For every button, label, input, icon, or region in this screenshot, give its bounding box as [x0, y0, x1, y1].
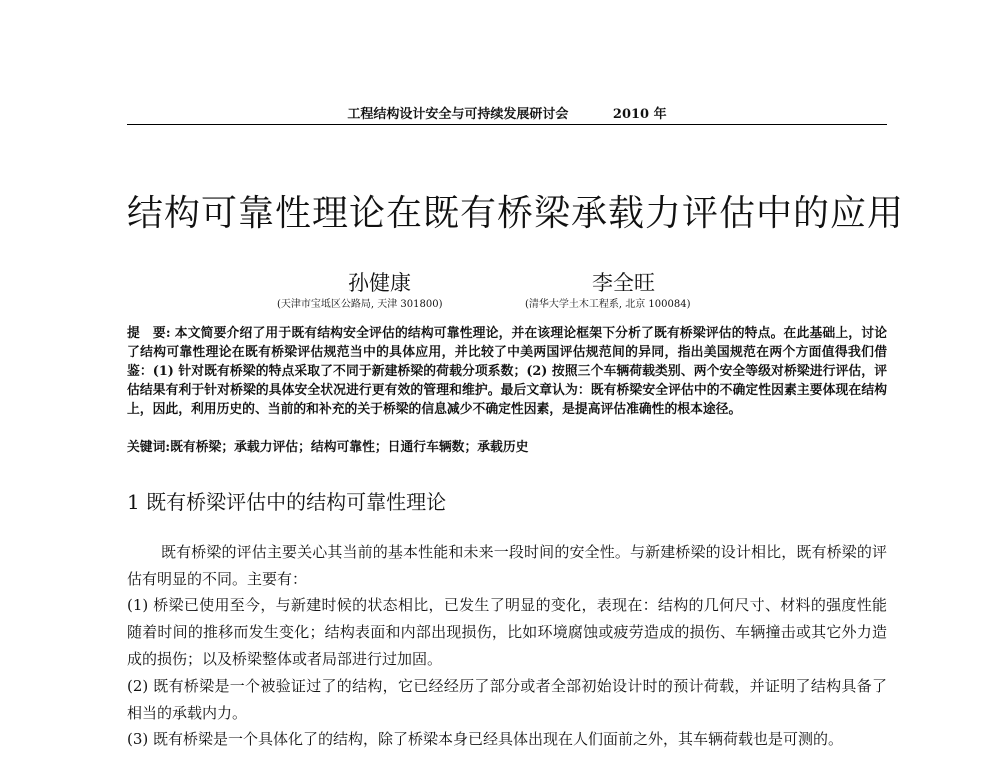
body-paragraph: 既有桥梁的评估主要关心其当前的基本性能和未来一段时间的安全性。与新建桥梁的设计相比，既有桥梁的评估有明显的不同。主要有： — [127, 543, 887, 588]
abstract-text: 本文简要介绍了用于既有结构安全评估的结构可靠性理论，并在该理论框架下分析了既有桥梁评估的特点。在此基础上，讨论了结构可靠性理论在既有桥梁评估规范当中的具体应用，并比较了中美两国评估规范间的异同，指出美国规范在两个方面值得我们借鉴：(1) 针对既有桥梁的特点采取了不同于新建桥梁的荷载分项系数；(2) 按照三个车辆荷载类别、两个安全等级对桥梁进行评估，评估结果有利于针对桥梁的具体安全状况进行更有效的管理和维护。最后文章认为：既有桥梁安全评估中的不确定性因素主要体现在结构上，因此，利用历史的、当前的和补充的关于桥梁的信息减少不确定性因素，是提高评估准确性的根本途径。 — [127, 326, 888, 417]
conference-name: 工程结构设计安全与可持续发展研讨会 — [347, 107, 569, 122]
body-paragraph: (2) 既有桥梁是一个被验证过了的结构，它已经经历了部分或者全部初始设计时的预计荷载，并证明了结构具备了相当的承载内力。 — [127, 677, 887, 722]
body-paragraph: (1) 桥梁已使用至今，与新建时候的状态相比，已发生了明显的变化，表现在：结构的几何尺寸、材料的强度性能随着时间的推移而发生变化；结构表面和内部出现损伤，比如环境腐蚀或疲劳造成的损伤、车辆撞击或其它外力造成的损伤；以及桥梁整体或者局部进行过加固。 — [127, 596, 887, 668]
body-paragraph: (3) 既有桥梁是一个具体化了的结构，除了桥梁本身已经具体出现在人们面前之外，其车辆荷载也是可测的。 — [127, 730, 844, 748]
running-header — [127, 103, 887, 122]
paper-title: 结构可靠性理论在既有桥梁承载力评估中的应用 — [127, 193, 905, 234]
abstract-label: 提 要: — [127, 326, 171, 341]
keywords-label: 关键词: — [127, 440, 171, 455]
section-heading: 1 既有桥梁评估中的结构可靠性理论 — [127, 490, 447, 514]
keywords — [127, 438, 887, 457]
abstract — [127, 324, 887, 419]
keywords-text: 既有桥梁；承载力评估；结构可靠性；日通行车辆数；承载历史 — [170, 440, 529, 455]
author-affiliation: (天津市宝坻区公路局, 天津 301800) — [277, 299, 443, 310]
header-rule — [127, 124, 887, 125]
author-affiliation: (清华大学土木工程系, 北京 100084) — [525, 299, 691, 310]
author-name: 李全旺 — [592, 271, 655, 295]
author-name: 孙健康 — [348, 271, 411, 295]
conference-year: 2010 年 — [612, 107, 667, 122]
